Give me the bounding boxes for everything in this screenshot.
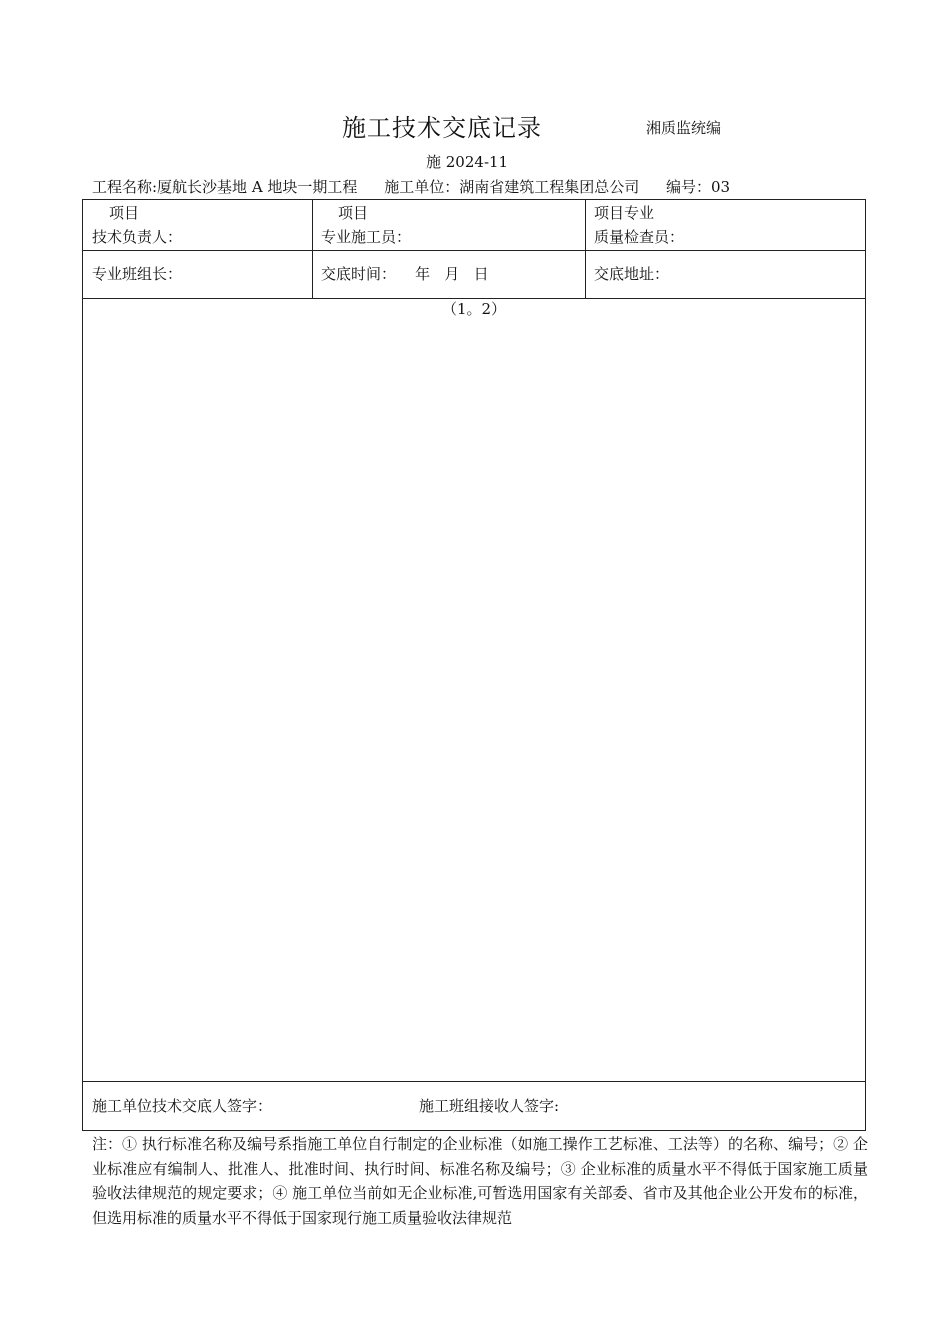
series-label: 湘质监统编 bbox=[646, 119, 722, 137]
tech-lead-label-2: 技术负责人： bbox=[92, 228, 183, 246]
table-divider bbox=[83, 1081, 865, 1082]
disclosure-address-label: 交底地址： bbox=[594, 265, 670, 283]
quality-inspector-cell bbox=[594, 201, 684, 249]
discloser-signature-label: 施工单位技术交底人签字： bbox=[92, 1097, 273, 1115]
table-divider bbox=[585, 200, 586, 298]
footnotes: 注：① 执行标准名称及编号系指施工单位自行制定的企业标准（如施工操作工艺标准、工法等）的名称、编号；② 企业标准应有编制人、批准人、批准时间、执行时间、标准名称及编号；③ 企业标准的质量水平不得低于国家施工质量验收法律规范的规定要求；④ 施工单位当前如无企业标准,可暂选用国家有关部委、省市及其他企业公开发布的标准，但选用标准的质量水平不得低于国家现行施工质量验收法律规范 bbox=[92, 1135, 868, 1227]
table-divider bbox=[83, 250, 865, 251]
table-divider bbox=[312, 200, 313, 298]
project-info-line bbox=[92, 176, 752, 197]
quality-inspector-label-1: 项目专业 bbox=[594, 204, 655, 222]
receiver-signature-label: 施工班组接收人签字: bbox=[419, 1097, 560, 1115]
disclosure-table bbox=[82, 199, 866, 1131]
contractor-name: 施工单位：湖南省建筑工程集团总公司 bbox=[384, 178, 640, 196]
construction-staff-label-1: 项目 bbox=[338, 204, 369, 222]
tech-lead-cell bbox=[92, 201, 182, 249]
form-number: 施 2024-11 bbox=[426, 153, 509, 171]
document-title: 施工技术交底记录 bbox=[342, 114, 542, 142]
construction-staff-cell bbox=[321, 201, 411, 249]
quality-inspector-label-2: 质量检查员： bbox=[594, 228, 685, 246]
content-section-label: （1。2） bbox=[441, 300, 507, 318]
disclosure-date-label: 交底时间： 年 月 日 bbox=[321, 265, 489, 283]
record-number: 编号：03 bbox=[666, 178, 731, 196]
construction-staff-label-2: 专业施工员： bbox=[321, 228, 412, 246]
tech-lead-label-1: 项目 bbox=[109, 204, 140, 222]
team-leader-label: 专业班组长： bbox=[92, 265, 183, 283]
project-name: 工程名称:厦航长沙基地 A 地块一期工程 bbox=[92, 178, 358, 196]
